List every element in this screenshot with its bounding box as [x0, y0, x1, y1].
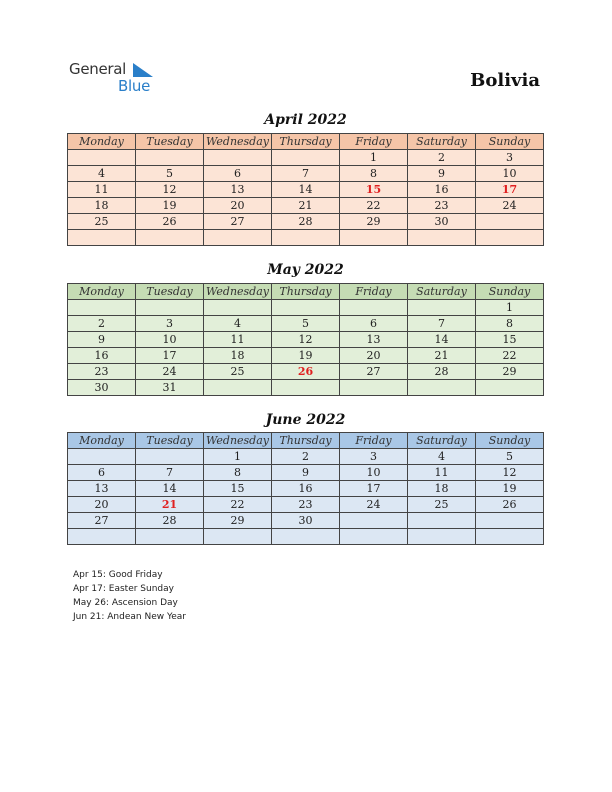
day-cell: 25 [68, 214, 136, 230]
day-cell: 11 [68, 182, 136, 198]
day-cell: 27 [204, 214, 272, 230]
day-cell: 2 [68, 316, 136, 332]
day-cell: 14 [272, 182, 340, 198]
empty-day-cell [204, 230, 272, 246]
empty-day-cell [272, 230, 340, 246]
weekday-header: Thursday [272, 134, 340, 150]
day-cell: 16 [408, 182, 476, 198]
day-cell: 9 [408, 166, 476, 182]
day-cell: 22 [476, 348, 544, 364]
weekday-header: Tuesday [136, 433, 204, 449]
weekday-header: Sunday [476, 433, 544, 449]
week-row [68, 449, 544, 465]
week-row [68, 214, 544, 230]
week-row [68, 230, 544, 246]
week-row [68, 513, 544, 529]
day-cell: 18 [408, 481, 476, 497]
day-cell: 8 [204, 465, 272, 481]
day-cell: 12 [136, 182, 204, 198]
day-cell: 27 [340, 364, 408, 380]
weekday-header: Sunday [476, 284, 544, 300]
empty-day-cell [476, 230, 544, 246]
day-cell: 24 [476, 198, 544, 214]
day-cell: 17 [476, 182, 544, 198]
day-cell: 31 [136, 380, 204, 396]
week-row [68, 166, 544, 182]
weekday-header-row [68, 284, 544, 300]
day-cell: 11 [204, 332, 272, 348]
day-cell: 7 [272, 166, 340, 182]
day-cell: 14 [136, 481, 204, 497]
weekday-header: Wednesday [204, 134, 272, 150]
weekday-header-row [68, 433, 544, 449]
generalblue-logo [69, 60, 169, 96]
day-cell: 13 [68, 481, 136, 497]
weekday-header: Tuesday [136, 134, 204, 150]
day-cell: 1 [476, 300, 544, 316]
day-cell: 25 [204, 364, 272, 380]
empty-day-cell [408, 300, 476, 316]
month-title-may: May 2022 [267, 262, 344, 278]
empty-day-cell [340, 513, 408, 529]
weekday-header: Friday [340, 284, 408, 300]
empty-day-cell [272, 380, 340, 396]
empty-day-cell [68, 230, 136, 246]
day-cell: 5 [136, 166, 204, 182]
logo-triangle-icon [133, 63, 153, 77]
day-cell: 19 [476, 481, 544, 497]
weekday-header: Saturday [408, 284, 476, 300]
day-cell: 1 [204, 449, 272, 465]
day-cell: 23 [408, 198, 476, 214]
day-cell: 5 [272, 316, 340, 332]
day-cell: 6 [204, 166, 272, 182]
day-cell: 29 [204, 513, 272, 529]
day-cell: 25 [408, 497, 476, 513]
empty-day-cell [340, 529, 408, 545]
empty-day-cell [340, 230, 408, 246]
day-cell: 15 [204, 481, 272, 497]
week-row [68, 481, 544, 497]
day-cell: 7 [136, 465, 204, 481]
weekday-header: Saturday [408, 134, 476, 150]
logo-text-blue: Blue [118, 77, 150, 95]
day-cell: 21 [136, 497, 204, 513]
day-cell: 20 [68, 497, 136, 513]
day-cell: 17 [340, 481, 408, 497]
day-cell: 4 [68, 166, 136, 182]
weekday-header: Wednesday [204, 284, 272, 300]
empty-day-cell [68, 449, 136, 465]
day-cell: 3 [136, 316, 204, 332]
day-cell: 16 [272, 481, 340, 497]
day-cell: 22 [340, 198, 408, 214]
week-row [68, 380, 544, 396]
month-title-june: June 2022 [265, 412, 346, 428]
day-cell: 6 [68, 465, 136, 481]
week-row [68, 198, 544, 214]
day-cell: 30 [272, 513, 340, 529]
day-cell: 9 [272, 465, 340, 481]
day-cell: 26 [272, 364, 340, 380]
logo-text-general: General [69, 60, 127, 78]
empty-day-cell [204, 300, 272, 316]
day-cell: 29 [476, 364, 544, 380]
week-row [68, 529, 544, 545]
day-cell: 1 [340, 150, 408, 166]
weekday-header: Saturday [408, 433, 476, 449]
calendar-may [67, 283, 544, 396]
holiday-item: Jun 21: Andean New Year [73, 612, 187, 622]
week-row [68, 497, 544, 513]
day-cell: 18 [68, 198, 136, 214]
empty-day-cell [204, 150, 272, 166]
weekday-header: Monday [68, 134, 136, 150]
month-title-april: April 2022 [264, 112, 347, 128]
day-cell: 19 [136, 198, 204, 214]
day-cell: 30 [408, 214, 476, 230]
day-cell: 16 [68, 348, 136, 364]
day-cell: 10 [136, 332, 204, 348]
empty-day-cell [408, 513, 476, 529]
day-cell: 24 [136, 364, 204, 380]
day-cell: 28 [408, 364, 476, 380]
empty-day-cell [136, 449, 204, 465]
week-row [68, 332, 544, 348]
day-cell: 20 [204, 198, 272, 214]
weekday-header: Friday [340, 433, 408, 449]
day-cell: 27 [68, 513, 136, 529]
country-title: Bolivia [470, 70, 540, 91]
empty-day-cell [476, 214, 544, 230]
day-cell: 12 [476, 465, 544, 481]
weekday-header: Wednesday [204, 433, 272, 449]
holiday-item: Apr 15: Good Friday [73, 570, 163, 580]
calendar-june [67, 432, 544, 545]
weekday-header: Monday [68, 284, 136, 300]
day-cell: 6 [340, 316, 408, 332]
empty-day-cell [272, 529, 340, 545]
week-row [68, 182, 544, 198]
holiday-item: May 26: Ascension Day [73, 598, 178, 608]
day-cell: 28 [272, 214, 340, 230]
day-cell: 15 [476, 332, 544, 348]
week-row [68, 348, 544, 364]
empty-day-cell [476, 529, 544, 545]
weekday-header: Thursday [272, 433, 340, 449]
day-cell: 23 [272, 497, 340, 513]
empty-day-cell [476, 380, 544, 396]
day-cell: 8 [340, 166, 408, 182]
week-row [68, 364, 544, 380]
day-cell: 17 [136, 348, 204, 364]
holiday-item: Apr 17: Easter Sunday [73, 584, 174, 594]
empty-day-cell [136, 529, 204, 545]
day-cell: 21 [272, 198, 340, 214]
day-cell: 15 [340, 182, 408, 198]
empty-day-cell [340, 300, 408, 316]
weekday-header: Friday [340, 134, 408, 150]
day-cell: 8 [476, 316, 544, 332]
holiday-list [73, 568, 186, 624]
day-cell: 10 [476, 166, 544, 182]
day-cell: 2 [272, 449, 340, 465]
empty-day-cell [204, 380, 272, 396]
day-cell: 7 [408, 316, 476, 332]
day-cell: 21 [408, 348, 476, 364]
week-row [68, 465, 544, 481]
empty-day-cell [340, 380, 408, 396]
day-cell: 20 [340, 348, 408, 364]
day-cell: 26 [136, 214, 204, 230]
day-cell: 23 [68, 364, 136, 380]
day-cell: 29 [340, 214, 408, 230]
empty-day-cell [408, 380, 476, 396]
day-cell: 12 [272, 332, 340, 348]
day-cell: 3 [340, 449, 408, 465]
empty-day-cell [408, 529, 476, 545]
day-cell: 22 [204, 497, 272, 513]
day-cell: 3 [476, 150, 544, 166]
day-cell: 5 [476, 449, 544, 465]
day-cell: 4 [204, 316, 272, 332]
calendar-april [67, 133, 544, 246]
week-row [68, 150, 544, 166]
day-cell: 9 [68, 332, 136, 348]
day-cell: 11 [408, 465, 476, 481]
day-cell: 4 [408, 449, 476, 465]
empty-day-cell [68, 300, 136, 316]
empty-day-cell [272, 150, 340, 166]
weekday-header: Sunday [476, 134, 544, 150]
empty-day-cell [68, 150, 136, 166]
empty-day-cell [68, 529, 136, 545]
empty-day-cell [408, 230, 476, 246]
empty-day-cell [204, 529, 272, 545]
day-cell: 19 [272, 348, 340, 364]
empty-day-cell [136, 300, 204, 316]
day-cell: 24 [340, 497, 408, 513]
day-cell: 28 [136, 513, 204, 529]
empty-day-cell [272, 300, 340, 316]
empty-day-cell [476, 513, 544, 529]
day-cell: 18 [204, 348, 272, 364]
week-row [68, 316, 544, 332]
day-cell: 26 [476, 497, 544, 513]
weekday-header: Thursday [272, 284, 340, 300]
day-cell: 14 [408, 332, 476, 348]
day-cell: 2 [408, 150, 476, 166]
day-cell: 13 [204, 182, 272, 198]
empty-day-cell [136, 230, 204, 246]
week-row [68, 300, 544, 316]
weekday-header: Monday [68, 433, 136, 449]
weekday-header: Tuesday [136, 284, 204, 300]
day-cell: 10 [340, 465, 408, 481]
day-cell: 30 [68, 380, 136, 396]
empty-day-cell [136, 150, 204, 166]
weekday-header-row [68, 134, 544, 150]
day-cell: 13 [340, 332, 408, 348]
